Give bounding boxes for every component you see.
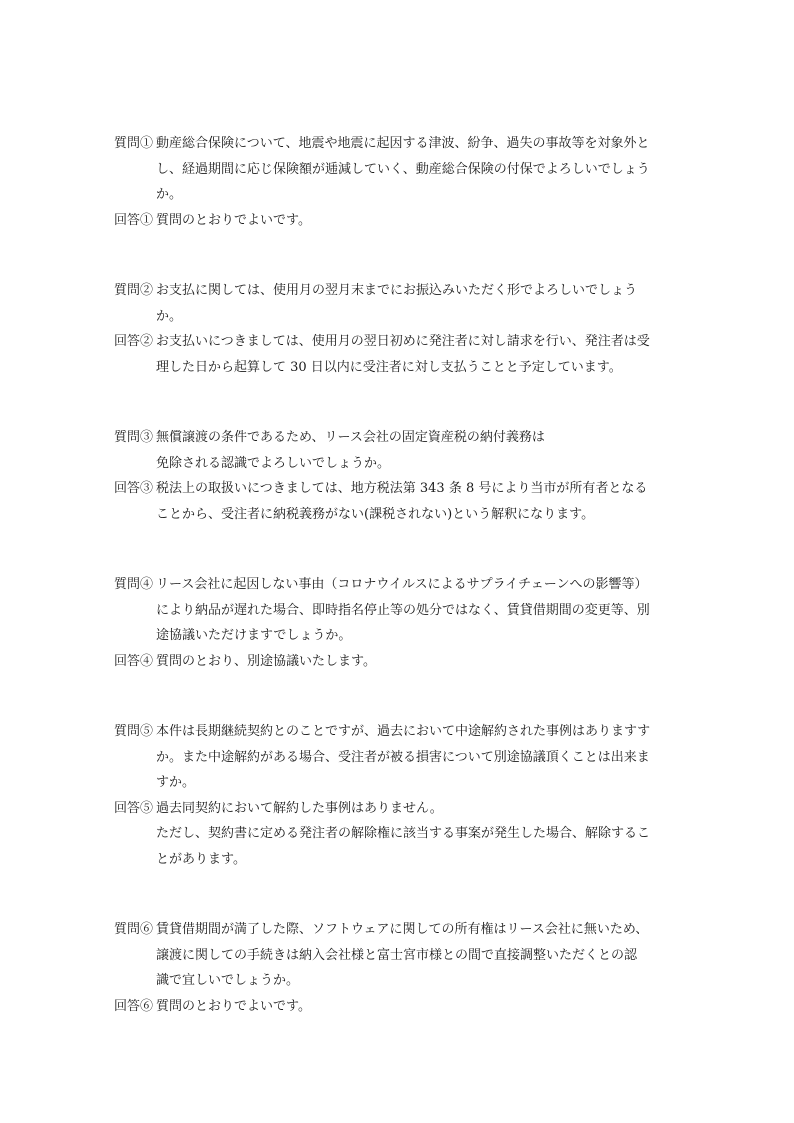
answer-text: ことから、受注者に納税義務がない(課税されない)という解釈になります。: [156, 506, 595, 522]
indent: [114, 451, 156, 477]
answer-text: とがあります。: [156, 851, 246, 867]
answer-label: 回答④: [114, 653, 154, 669]
question-continuation: [114, 598, 688, 624]
document-page: [114, 131, 688, 1019]
question-text: し、経過期間に応じ保険額が逓減していく、動産総合保険の付保でよろしいでしょう: [156, 161, 650, 177]
question-5: [114, 719, 688, 745]
indent: [114, 770, 156, 796]
question-label: 質問⑤: [114, 724, 154, 739]
question-3: [114, 425, 688, 451]
question-label: 質問④: [114, 577, 154, 592]
question-continuation: [114, 770, 688, 796]
answer-2: [114, 329, 688, 355]
answer-text: 理した日から起算して 30 日以内に受注者に対し支払うことと予定しています。: [156, 359, 622, 375]
spacer: [114, 233, 688, 278]
question-text: 賃貸借期間が満了した際、ソフトウェアに関しての所有権はリース会社に無いため、: [156, 922, 649, 937]
answer-text: ただし、契約書に定める発注者の解除権に該当する事案が発生した場合、解除するこ: [156, 826, 651, 841]
question-continuation: [114, 745, 688, 771]
qa-block-5: [114, 719, 688, 872]
qa-block-2: [114, 278, 688, 380]
answer-5: [114, 796, 688, 822]
answer-text: 過去同契約において解約した事例はありません。: [156, 800, 443, 816]
answer-text: 質問のとおりでよいです。: [156, 998, 311, 1014]
spacer: [114, 380, 688, 425]
question-continuation: [114, 968, 688, 994]
question-text: 譲渡に関しての手続きは納入会社様と富士宮市様との間で直接調整いただくとの認: [156, 947, 638, 963]
question-label: 質問⑥: [114, 922, 154, 937]
indent: [114, 355, 156, 381]
question-4: [114, 572, 688, 598]
question-label: 質問①: [114, 136, 154, 151]
answer-text: 税法上の取扱いにつきましては、地方税法第 343 条 8 号により当市が所有者となる: [156, 481, 648, 496]
answer-label: 回答①: [114, 212, 154, 228]
question-continuation: [114, 623, 688, 649]
question-continuation: [114, 451, 688, 477]
indent: [114, 502, 156, 528]
question-text: 途協議いただけますでしょうか。: [156, 628, 352, 643]
answer-label: 回答③: [114, 481, 154, 496]
answer-text: 質問のとおり、別途協議いたします。: [156, 653, 376, 669]
question-text: リース会社に起因しない事由（コロナウイルスによるサプライチェーンへの影響等）: [156, 577, 648, 592]
answer-1: [114, 208, 688, 234]
indent: [114, 182, 156, 208]
indent: [114, 745, 156, 771]
answer-3: [114, 476, 688, 502]
question-text: 動産総合保険について、地震や地震に起因する津波、紛争、過失の事故等を対象外と: [156, 136, 650, 151]
question-continuation: [114, 304, 688, 330]
question-text: か。また中途解約がある場合、受注者が被る損害について別途協議頂くことは出来ま: [156, 749, 650, 765]
qa-block-4: [114, 572, 688, 674]
spacer: [114, 527, 688, 572]
question-text: により納品が遅れた場合、即時指名停止等の処分ではなく、賃貸借期間の変更等、別: [156, 602, 650, 618]
answer-continuation: [114, 821, 688, 847]
indent: [114, 943, 156, 969]
indent: [114, 968, 156, 994]
qa-block-1: [114, 131, 688, 233]
answer-continuation: [114, 355, 688, 381]
answer-label: 回答②: [114, 334, 154, 349]
question-text: か。: [156, 187, 183, 202]
indent: [114, 821, 156, 847]
answer-label: 回答⑥: [114, 998, 154, 1014]
question-label: 質問③: [114, 430, 154, 445]
indent: [114, 157, 156, 183]
answer-text: 質問のとおりでよいです。: [156, 212, 311, 228]
question-text: 免除される認識でよろしいでしょうか。: [156, 455, 391, 471]
answer-4: [114, 649, 688, 675]
question-continuation: [114, 943, 688, 969]
qa-block-3: [114, 425, 688, 527]
question-2: [114, 278, 688, 304]
question-text: 無償譲渡の条件であるため、リース会社の固定資産税の納付義務は: [156, 430, 545, 445]
indent: [114, 598, 156, 624]
question-text: 識で宜しいでしょうか。: [156, 973, 300, 988]
question-text: すか。: [156, 775, 196, 790]
indent: [114, 304, 156, 330]
indent: [114, 623, 156, 649]
spacer: [114, 872, 688, 917]
question-text: 本件は長期継続契約とのことですが、過去において中途解約された事例はありますす: [156, 724, 651, 739]
question-text: お支払に関しては、使用月の翌月末までにお振込みいただく形でよろしいでしょう: [156, 283, 638, 298]
question-6: [114, 917, 688, 943]
answer-continuation: [114, 847, 688, 873]
question-continuation: [114, 182, 688, 208]
question-label: 質問②: [114, 283, 154, 298]
indent: [114, 847, 156, 873]
question-continuation: [114, 157, 688, 183]
answer-continuation: [114, 502, 688, 528]
qa-block-6: [114, 917, 688, 1019]
spacer: [114, 674, 688, 719]
question-1: [114, 131, 688, 157]
answer-label: 回答⑤: [114, 800, 154, 816]
answer-text: お支払いにつきましては、使用月の翌日初めに発注者に対し請求を行い、発注者は受: [156, 334, 650, 349]
answer-6: [114, 994, 688, 1020]
question-text: か。: [156, 308, 183, 324]
